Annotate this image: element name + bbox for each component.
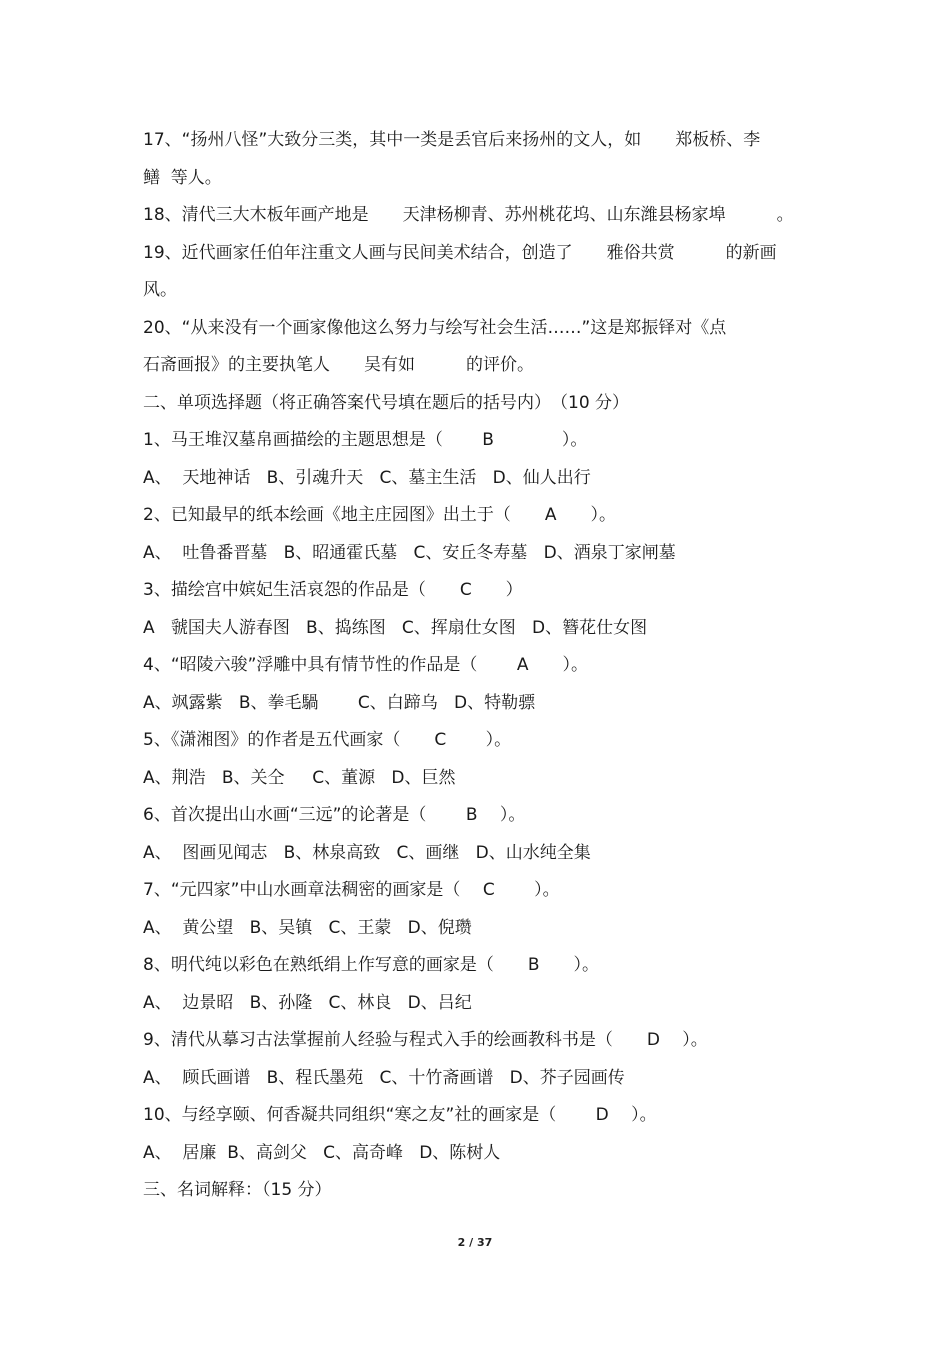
- options-line: A、 黄公望 B、吴镇 C、王蒙 D、倪瓒: [143, 917, 472, 938]
- options-line: A 虢国夫人游春图 B、捣练图 C、挥扇仕女图 D、簪花仕女图: [143, 617, 648, 638]
- text-line: 风。: [143, 280, 177, 300]
- page-number: 2 / 37: [457, 1236, 493, 1249]
- options-line: A、 吐鲁番晋墓 B、昭通霍氏墓 C、安丘冬寿墓 D、酒泉丁家闸墓: [143, 542, 676, 563]
- section-heading: 二、单项选择题（将正确答案代号填在题后的括号内） （10 分）: [143, 392, 630, 413]
- question-line: 6、首次提出山水画“三远”的论著是（ B ）。: [143, 805, 526, 825]
- section-heading: 三、名词解释：（15 分）: [143, 1180, 332, 1200]
- question-line: 8、明代纯以彩色在熟纸绢上作写意的画家是（ B ）。: [143, 955, 599, 975]
- document-body: [143, 122, 808, 1210]
- text-line: 鳝 等人。: [143, 167, 222, 188]
- question-line: 9、清代从摹习古法掌握前人经验与程式入手的绘画教科书是（ D ）。: [143, 1030, 708, 1050]
- text-line: 石斋画报》的主要执笔人 吴有如 的评价。: [143, 355, 534, 375]
- text-line: 17、“扬州八怪”大致分三类，其中一类是丢官后来扬州的文人，如 郑板桥、李: [143, 130, 761, 150]
- options-line: A、 居廉 B、高剑父 C、高奇峰 D、陈树人: [143, 1142, 501, 1163]
- question-line: 4、“昭陵六骏”浮雕中具有情节性的作品是（ A ）。: [143, 655, 588, 675]
- options-line: A、 顾氏画谱 B、程氏墨苑 C、十竹斋画谱 D、芥子园画传: [143, 1067, 625, 1088]
- question-line: 1、马王堆汉墓帛画描绘的主题思想是（ B ）。: [143, 430, 588, 450]
- options-line: A、荆浩 B、关仝 C、董源 D、巨然: [143, 767, 456, 788]
- options-line: A、飒露紫 B、拳毛騧 C、白蹄乌 D、特勒骠: [143, 692, 536, 713]
- text-line: 20、“从来没有一个画家像他这么努力与绘写社会生活……”这是郑振铎对《点: [143, 317, 727, 338]
- options-line: A、 天地神话 B、引魂升天 C、墓主生活 D、仙人出行: [143, 467, 591, 488]
- options-line: A、 图画见闻志 B、林泉高致 C、画继 D、山水纯全集: [143, 842, 591, 863]
- text-line: 19、近代画家任伯年注重文人画与民间美术结合，创造了 雅俗共赏 的新画: [143, 242, 777, 263]
- question-line: 2、已知最早的纸本绘画《地主庄园图》出土于（ A ）。: [143, 505, 616, 525]
- question-line: 5、《潇湘图》的作者是五代画家（ C ）。: [143, 730, 512, 750]
- options-line: A、 边景昭 B、孙隆 C、林良 D、吕纪: [143, 992, 472, 1013]
- question-line: 10、与经享颐、何香凝共同组织“寒之友”社的画家是（ D ）。: [143, 1105, 657, 1125]
- question-line: 7、“元四家”中山水画章法稠密的画家是（ C ）。: [143, 880, 560, 900]
- question-line: 3、描绘宫中嫔妃生活哀怨的作品是（ C ）: [143, 580, 523, 600]
- text-line: 18、清代三大木板年画产地是 天津杨柳青、苏州桃花坞、山东潍县杨家埠 。: [143, 205, 794, 225]
